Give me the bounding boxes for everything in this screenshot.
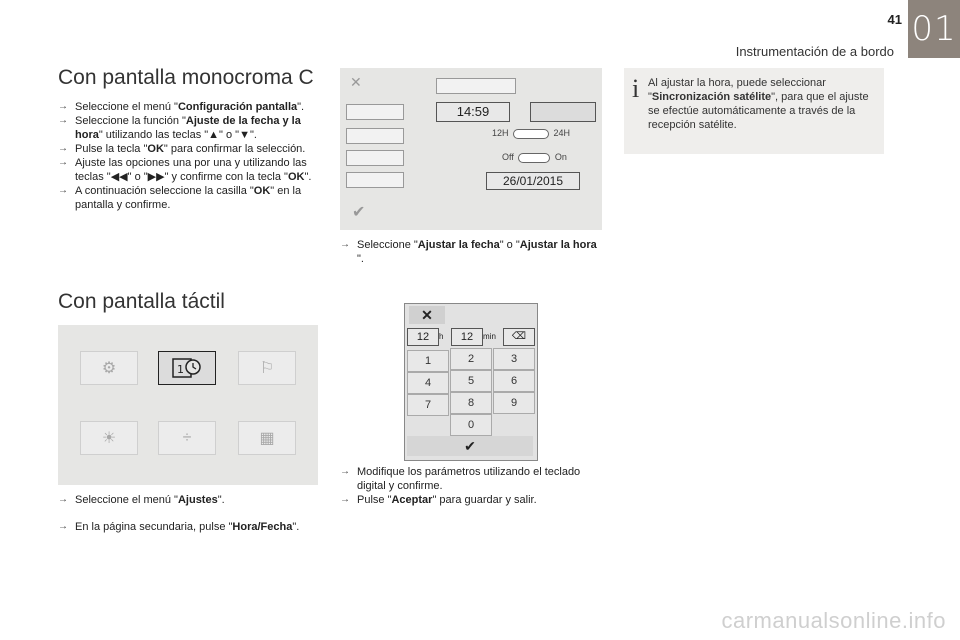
section-title-touch: Con pantalla táctil (58, 290, 225, 313)
hour-value: 12 (407, 328, 439, 346)
chapter-tab: 01 (908, 0, 960, 58)
key-8: 8 (450, 392, 492, 414)
settings-screen-illustration (58, 325, 318, 485)
menu-slot (346, 150, 404, 166)
svg-text:1: 1 (177, 363, 184, 376)
info-icon: i (632, 74, 640, 103)
section-title-mono: Con pantalla monocroma C (58, 66, 314, 89)
action-slot (530, 102, 596, 122)
units-calculation-icon: ÷ (158, 421, 216, 455)
menu-slot (346, 128, 404, 144)
minute-unit: min (483, 332, 496, 341)
mono-step: → Ajuste las opciones una por una y utilizando las teclas "◀◀" o "▶▶" y confirme con la tecla "OK". (58, 156, 320, 184)
menu-slot (346, 172, 404, 188)
key-1: 1 (407, 350, 449, 372)
key-0: 0 (450, 414, 492, 436)
mono-steps (58, 100, 320, 212)
keypad-screen-illustration (404, 303, 538, 461)
touch-step: → En la página secundaria, pulse "Hora/Fecha". (58, 520, 318, 534)
key-3: 3 (493, 348, 535, 370)
date-value: 26/01/2015 (486, 172, 580, 190)
header-slot (436, 78, 516, 94)
close-icon: ✕ (350, 74, 362, 90)
touch-step-list-1 (58, 493, 318, 507)
info-text: Al ajustar la hora, puede seleccionar "Sincronización satélite", para que el ajuste se efectúe automáticamente a través de la recepción satélite. (648, 77, 869, 131)
datetime-step: → Seleccione "Ajustar la fecha" o "Ajustar la hora ". (340, 238, 602, 266)
key-9: 9 (493, 392, 535, 414)
backspace-icon: ⌫ (503, 328, 535, 346)
keypad-step: → Pulse "Aceptar" para guardar y salir. (340, 493, 602, 507)
touch-step-list-2 (58, 520, 318, 534)
brightness-display-icon: ☀ (80, 421, 138, 455)
key-6: 6 (493, 370, 535, 392)
key-2: 2 (450, 348, 492, 370)
page-number: 41 (887, 12, 902, 27)
keypad-step: → Modifique los parámetros utilizando el teclado digital y confirme. (340, 465, 602, 493)
key-7: 7 (407, 394, 449, 416)
calendar-icon: ▦ (238, 421, 296, 455)
time-date-icon (158, 351, 216, 385)
time-value: 14:59 (436, 102, 510, 122)
watermark: carmanualsonline.info (721, 608, 946, 633)
close-icon: ✕ (409, 306, 445, 324)
settings-gear-icon: ⚙ (80, 351, 138, 385)
format-toggle: 12H 24H (492, 128, 571, 138)
language-settings-icon: ⚐ (238, 351, 296, 385)
datetime-screen-illustration (340, 68, 602, 230)
confirm-check-icon: ✔ (352, 204, 366, 221)
accept-check-icon: ✔ (407, 436, 533, 456)
calendar-clock-icon (171, 357, 203, 379)
chapter-title: Instrumentación de a bordo (735, 44, 894, 59)
minute-value: 12 (451, 328, 483, 346)
info-box (624, 68, 884, 154)
mono-step: → Pulse la tecla "OK" para confirmar la selección. (58, 142, 320, 156)
touch-step: → Seleccione el menú "Ajustes". (58, 493, 318, 507)
sync-toggle: Off On (502, 152, 567, 162)
key-4: 4 (407, 372, 449, 394)
menu-slot (346, 104, 404, 120)
datetime-steps (340, 238, 602, 266)
hour-unit: h (439, 332, 444, 341)
mono-step: → A continuación seleccione la casilla "OK" en la pantalla y confirme. (58, 184, 320, 212)
key-5: 5 (450, 370, 492, 392)
keypad-steps (340, 465, 602, 507)
mono-step: → Seleccione el menú "Configuración pantalla". (58, 100, 320, 114)
mono-step: → Seleccione la función "Ajuste de la fecha y la hora" utilizando las teclas "▲" o "▼". (58, 114, 320, 142)
